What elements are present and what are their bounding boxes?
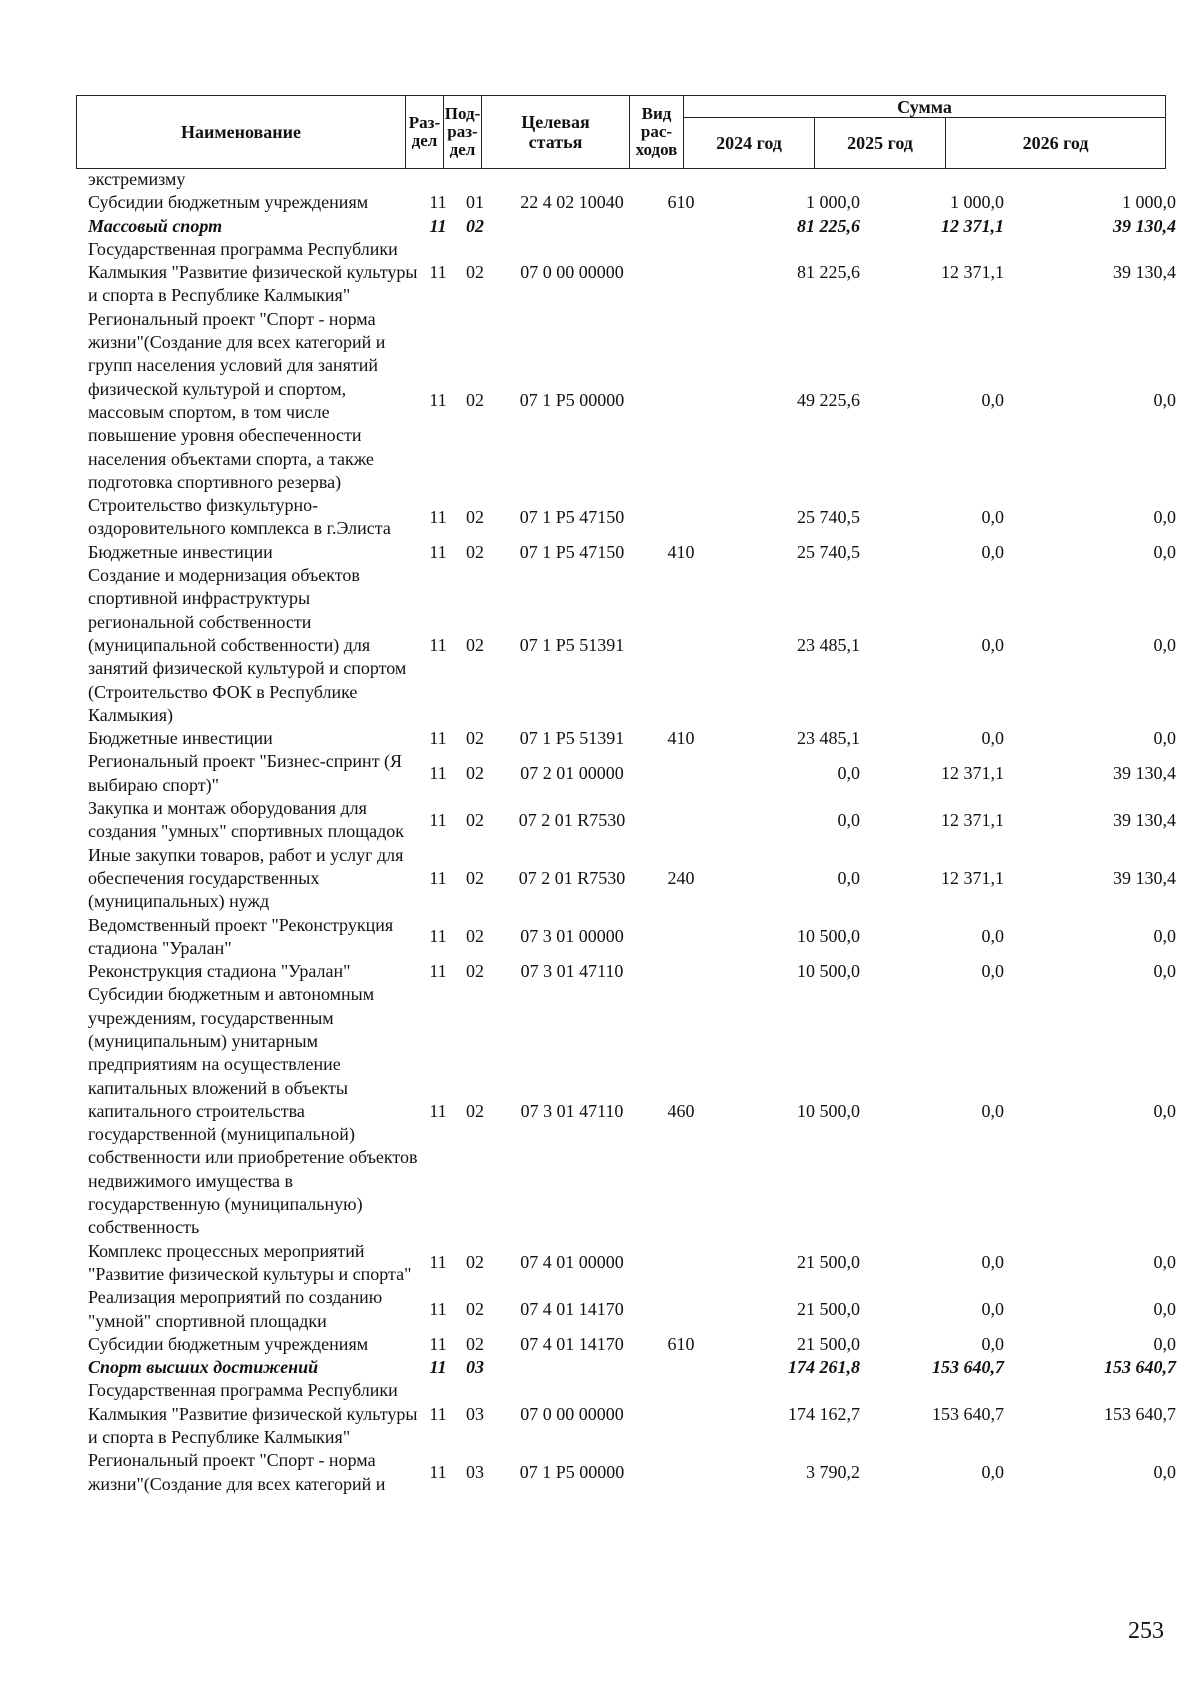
row-expense-type <box>652 1356 710 1379</box>
row-section: 11 <box>429 1357 447 1378</box>
row-name: экстремизму <box>88 169 186 189</box>
row-target-article: 07 4 01 14170 <box>520 1298 624 1319</box>
row-expense-type: 410 <box>667 728 695 749</box>
row-sum-2026: 0,0 <box>1153 506 1176 527</box>
row-sum-2024: 0,0 <box>837 809 860 830</box>
row-name: Спорт высших достижений <box>88 1357 319 1378</box>
row-expense-type: 610 <box>667 1333 695 1354</box>
table-row <box>88 308 1176 494</box>
row-sum-2026: 0,0 <box>1153 390 1176 411</box>
row-expense-type <box>652 1379 710 1449</box>
row-expense-type <box>652 168 710 191</box>
row-section: 11 <box>429 1252 447 1273</box>
row-expense-type <box>652 750 710 797</box>
row-sum-2024: 21 500,0 <box>797 1252 860 1273</box>
table-row <box>88 844 1176 914</box>
row-expense-type <box>652 564 710 727</box>
row-subsection: 02 <box>466 634 484 655</box>
row-name: Субсидии бюджетным учреждениям <box>88 1333 369 1354</box>
row-sum-2026: 0,0 <box>1153 1100 1176 1121</box>
row-section <box>418 168 458 191</box>
row-subsection: 02 <box>466 926 484 947</box>
row-name: Бюджетные инвестиции <box>88 728 273 749</box>
row-sum-2026: 0,0 <box>1153 926 1176 947</box>
row-name: Строительство физкультурно-оздоровительного комплекса в г.Элиста <box>88 495 391 539</box>
table-row <box>88 1333 1176 1356</box>
row-section: 11 <box>429 634 447 655</box>
row-section: 11 <box>429 541 447 562</box>
row-section: 11 <box>429 390 447 411</box>
row-name: Региональный проект "Бизнес-спринт (Я выбираю спорт)" <box>88 751 403 795</box>
row-target-article: 07 2 01 00000 <box>520 763 624 784</box>
row-target-article: 22 4 02 10040 <box>520 192 624 213</box>
row-sum-2024: 23 485,1 <box>797 634 860 655</box>
row-subsection: 03 <box>466 1403 484 1424</box>
row-name: Реализация мероприятий по созданию "умной" спортивной площадки <box>88 1287 383 1331</box>
header-target: Целевая статья <box>482 96 630 169</box>
row-sum-2024: 10 500,0 <box>797 1100 860 1121</box>
row-target-article: 07 1 P5 51391 <box>519 728 625 749</box>
row-name: Бюджетные инвестиции <box>88 541 273 562</box>
row-section: 11 <box>429 1461 447 1482</box>
row-sum-2024: 174 261,8 <box>788 1357 860 1378</box>
row-name: Субсидии бюджетным и автономным учреждениям, государственным (муниципальным) унитарным предприятиям на осуществление капитальных вложений в объекты капитального строительства государственной (муниципальной) собственности или приобретение объектов недвижимого имущества в государственную (муниципальную) собственность <box>88 984 418 1238</box>
row-sum-2026: 0,0 <box>1153 1333 1176 1354</box>
row-sum-2024: 49 225,6 <box>797 390 860 411</box>
row-name: Комплекс процессных мероприятий "Развитие физической культуры и спорта" <box>88 1240 412 1284</box>
row-sum-2025: 0,0 <box>981 1298 1004 1319</box>
row-name: Иные закупки товаров, работ и услуг для обеспечения государственных (муниципальных) нужд <box>88 844 404 912</box>
row-name: Региональный проект "Спорт - норма жизни"(Создание для всех категорий и <box>88 1450 386 1494</box>
row-section: 11 <box>429 763 447 784</box>
row-target-article: 07 3 01 47110 <box>520 1100 624 1121</box>
row-sum-2025: 12 371,1 <box>941 262 1004 283</box>
row-sum-2026: 39 130,4 <box>1113 763 1176 784</box>
row-expense-type <box>652 1240 710 1287</box>
header-sum: Сумма <box>684 96 1166 118</box>
row-expense-type <box>652 797 710 844</box>
row-target-article: 07 4 01 14170 <box>520 1333 624 1354</box>
row-target-article: 07 1 P5 00000 <box>519 1461 625 1482</box>
table-row <box>88 1379 1176 1449</box>
row-sum-2026: 1 000,0 <box>1122 192 1176 213</box>
row-target-article: 07 0 00 00000 <box>520 1403 624 1424</box>
table-row <box>88 960 1176 983</box>
row-sum-2025: 0,0 <box>981 541 1004 562</box>
header-year-2024: 2024 год <box>684 118 815 169</box>
row-target-article <box>492 1356 652 1379</box>
row-name: Субсидии бюджетным учреждениям <box>88 192 369 213</box>
row-section: 11 <box>429 728 447 749</box>
table-row <box>88 983 1176 1239</box>
row-subsection: 02 <box>466 728 484 749</box>
row-sum-2025: 0,0 <box>981 926 1004 947</box>
table-row <box>88 191 1176 214</box>
table-header <box>76 95 1166 169</box>
page-number: 253 <box>1128 1618 1164 1644</box>
row-sum-2026: 0,0 <box>1153 541 1176 562</box>
row-expense-type <box>652 215 710 238</box>
row-sum-2026: 153 640,7 <box>1104 1357 1176 1378</box>
row-section: 11 <box>429 1333 447 1354</box>
row-sum-2026: 39 130,4 <box>1113 215 1176 236</box>
row-subsection: 02 <box>466 541 484 562</box>
row-sum-2024: 0,0 <box>837 867 860 888</box>
row-subsection: 02 <box>466 1100 484 1121</box>
table-row <box>88 564 1176 727</box>
table-row <box>88 541 1176 564</box>
row-section: 11 <box>429 1100 447 1121</box>
row-sum-2025: 12 371,1 <box>941 867 1004 888</box>
row-section: 11 <box>429 506 447 527</box>
table-row <box>88 1356 1176 1379</box>
row-subsection: 01 <box>466 192 484 213</box>
row-sum-2024: 21 500,0 <box>797 1333 860 1354</box>
row-target-article: 07 2 01 R7530 <box>518 809 626 830</box>
row-sum-2025: 0,0 <box>981 390 1004 411</box>
row-sum-2026 <box>1004 168 1176 191</box>
row-sum-2025: 153 640,7 <box>932 1357 1004 1378</box>
row-target-article: 07 1 P5 51391 <box>519 634 625 655</box>
row-name: Закупка и монтаж оборудования для создания "умных" спортивных площадок <box>88 798 405 842</box>
row-subsection: 03 <box>466 1357 484 1378</box>
row-sum-2025: 0,0 <box>981 728 1004 749</box>
row-sum-2024: 10 500,0 <box>797 961 860 982</box>
table-row <box>88 1286 1176 1333</box>
row-subsection: 02 <box>466 390 484 411</box>
header-expense-type: Вид рас- ходов <box>630 96 684 169</box>
row-target-article: 07 1 P5 47150 <box>519 541 625 562</box>
row-sum-2025 <box>860 168 1004 191</box>
table-row <box>88 914 1176 961</box>
row-sum-2025: 12 371,1 <box>941 215 1004 236</box>
row-subsection: 03 <box>466 1461 484 1482</box>
row-subsection: 02 <box>466 867 484 888</box>
row-sum-2024: 25 740,5 <box>797 506 860 527</box>
row-sum-2026: 153 640,7 <box>1104 1403 1176 1424</box>
row-target-article <box>492 215 652 238</box>
row-sum-2025: 0,0 <box>981 506 1004 527</box>
row-sum-2024: 81 225,6 <box>797 215 860 236</box>
row-expense-type: 610 <box>667 192 695 213</box>
row-target-article: 07 2 01 R7530 <box>518 867 626 888</box>
row-subsection: 02 <box>466 1252 484 1273</box>
row-expense-type <box>652 238 710 308</box>
row-section: 11 <box>429 262 447 283</box>
row-sum-2025: 153 640,7 <box>932 1403 1004 1424</box>
row-sum-2024: 174 162,7 <box>788 1403 860 1424</box>
header-year-2025: 2025 год <box>815 118 946 169</box>
row-section: 11 <box>429 1298 447 1319</box>
table-row <box>88 1449 1176 1496</box>
row-sum-2024: 0,0 <box>837 763 860 784</box>
header-year-2026: 2026 год <box>946 118 1166 169</box>
row-subsection: 02 <box>466 506 484 527</box>
row-sum-2025: 0,0 <box>981 961 1004 982</box>
table-row <box>88 727 1176 750</box>
row-name: Государственная программа Республики Калмыкия "Развитие физической культуры и спорта в Республике Калмыкия" <box>88 1380 418 1448</box>
row-target-article: 07 1 P5 00000 <box>519 390 625 411</box>
row-sum-2026: 0,0 <box>1153 728 1176 749</box>
row-section: 11 <box>429 961 447 982</box>
row-expense-type <box>652 494 710 541</box>
row-section: 11 <box>429 215 447 236</box>
row-name: Создание и модернизация объектов спортивной инфраструктуры региональной собственности (муниципальной собственности) для занятий физической культурой и спортом (Строительство ФОК в Республике Калмыкия) <box>88 565 407 725</box>
budget-table <box>88 168 1176 1496</box>
row-expense-type <box>652 1286 710 1333</box>
row-sum-2024: 21 500,0 <box>797 1298 860 1319</box>
row-expense-type: 410 <box>667 541 695 562</box>
row-subsection <box>458 168 492 191</box>
row-sum-2024: 23 485,1 <box>797 728 860 749</box>
row-name: Ведомственный проект "Реконструкция стадиона "Уралан" <box>88 914 394 958</box>
row-name: Реконструкция стадиона "Уралан" <box>88 961 351 982</box>
row-sum-2024: 10 500,0 <box>797 926 860 947</box>
row-section: 11 <box>429 926 447 947</box>
row-sum-2026: 0,0 <box>1153 1252 1176 1273</box>
row-sum-2025: 12 371,1 <box>941 809 1004 830</box>
table-row <box>88 168 1176 191</box>
row-subsection: 02 <box>466 215 484 236</box>
row-sum-2024: 3 790,2 <box>806 1461 860 1482</box>
row-target-article: 07 3 01 47110 <box>520 961 624 982</box>
row-sum-2025: 0,0 <box>981 1100 1004 1121</box>
row-expense-type: 460 <box>667 1100 695 1121</box>
row-sum-2026: 39 130,4 <box>1113 809 1176 830</box>
table-row <box>88 494 1176 541</box>
row-target-article: 07 1 P5 47150 <box>519 506 625 527</box>
row-sum-2025: 0,0 <box>981 634 1004 655</box>
row-section: 11 <box>429 1403 447 1424</box>
row-name: Региональный проект "Спорт - норма жизни"(Создание для всех категорий и групп населения условий для занятий физической культурой и спортом, массовым спортом, в том числе повышение уровня обеспеченности населения объектами спорта, а также подготовка спортивного резерва) <box>88 308 386 492</box>
row-expense-type <box>652 1449 710 1496</box>
row-sum-2026: 0,0 <box>1153 1298 1176 1319</box>
row-sum-2024: 81 225,6 <box>797 262 860 283</box>
row-target-article: 07 4 01 00000 <box>520 1252 624 1273</box>
row-target-article: 07 3 01 00000 <box>520 926 624 947</box>
row-sum-2024: 1 000,0 <box>806 192 860 213</box>
row-sum-2026: 39 130,4 <box>1113 262 1176 283</box>
row-sum-2026: 0,0 <box>1153 961 1176 982</box>
row-sum-2025: 1 000,0 <box>950 192 1004 213</box>
table-row <box>88 797 1176 844</box>
row-sum-2026: 0,0 <box>1153 634 1176 655</box>
row-expense-type <box>652 960 710 983</box>
row-subsection: 02 <box>466 809 484 830</box>
row-sum-2025: 12 371,1 <box>941 763 1004 784</box>
row-subsection: 02 <box>466 763 484 784</box>
row-section: 11 <box>429 192 447 213</box>
row-sum-2025: 0,0 <box>981 1333 1004 1354</box>
row-target-article <box>492 168 652 191</box>
row-subsection: 02 <box>466 1333 484 1354</box>
row-sum-2024 <box>710 168 860 191</box>
row-sum-2025: 0,0 <box>981 1461 1004 1482</box>
row-section: 11 <box>429 809 447 830</box>
row-expense-type <box>652 308 710 494</box>
header-subsection: Под- раз- дел <box>444 96 482 169</box>
row-subsection: 02 <box>466 262 484 283</box>
table-row <box>88 215 1176 238</box>
row-subsection: 02 <box>466 961 484 982</box>
row-sum-2026: 39 130,4 <box>1113 867 1176 888</box>
row-section: 11 <box>429 867 447 888</box>
row-target-article: 07 0 00 00000 <box>520 262 624 283</box>
row-sum-2026: 0,0 <box>1153 1461 1176 1482</box>
row-name: Массовый спорт <box>88 215 223 236</box>
row-sum-2025: 0,0 <box>981 1252 1004 1273</box>
header-name: Наименование <box>77 96 406 169</box>
row-subsection: 02 <box>466 1298 484 1319</box>
row-name: Государственная программа Республики Калмыкия "Развитие физической культуры и спорта в Республике Калмыкия" <box>88 238 418 306</box>
row-sum-2024: 25 740,5 <box>797 541 860 562</box>
table-row <box>88 1240 1176 1287</box>
row-expense-type: 240 <box>667 867 695 888</box>
table-row <box>88 750 1176 797</box>
header-section: Раз- дел <box>406 96 444 169</box>
row-expense-type <box>652 914 710 961</box>
table-row <box>88 238 1176 308</box>
